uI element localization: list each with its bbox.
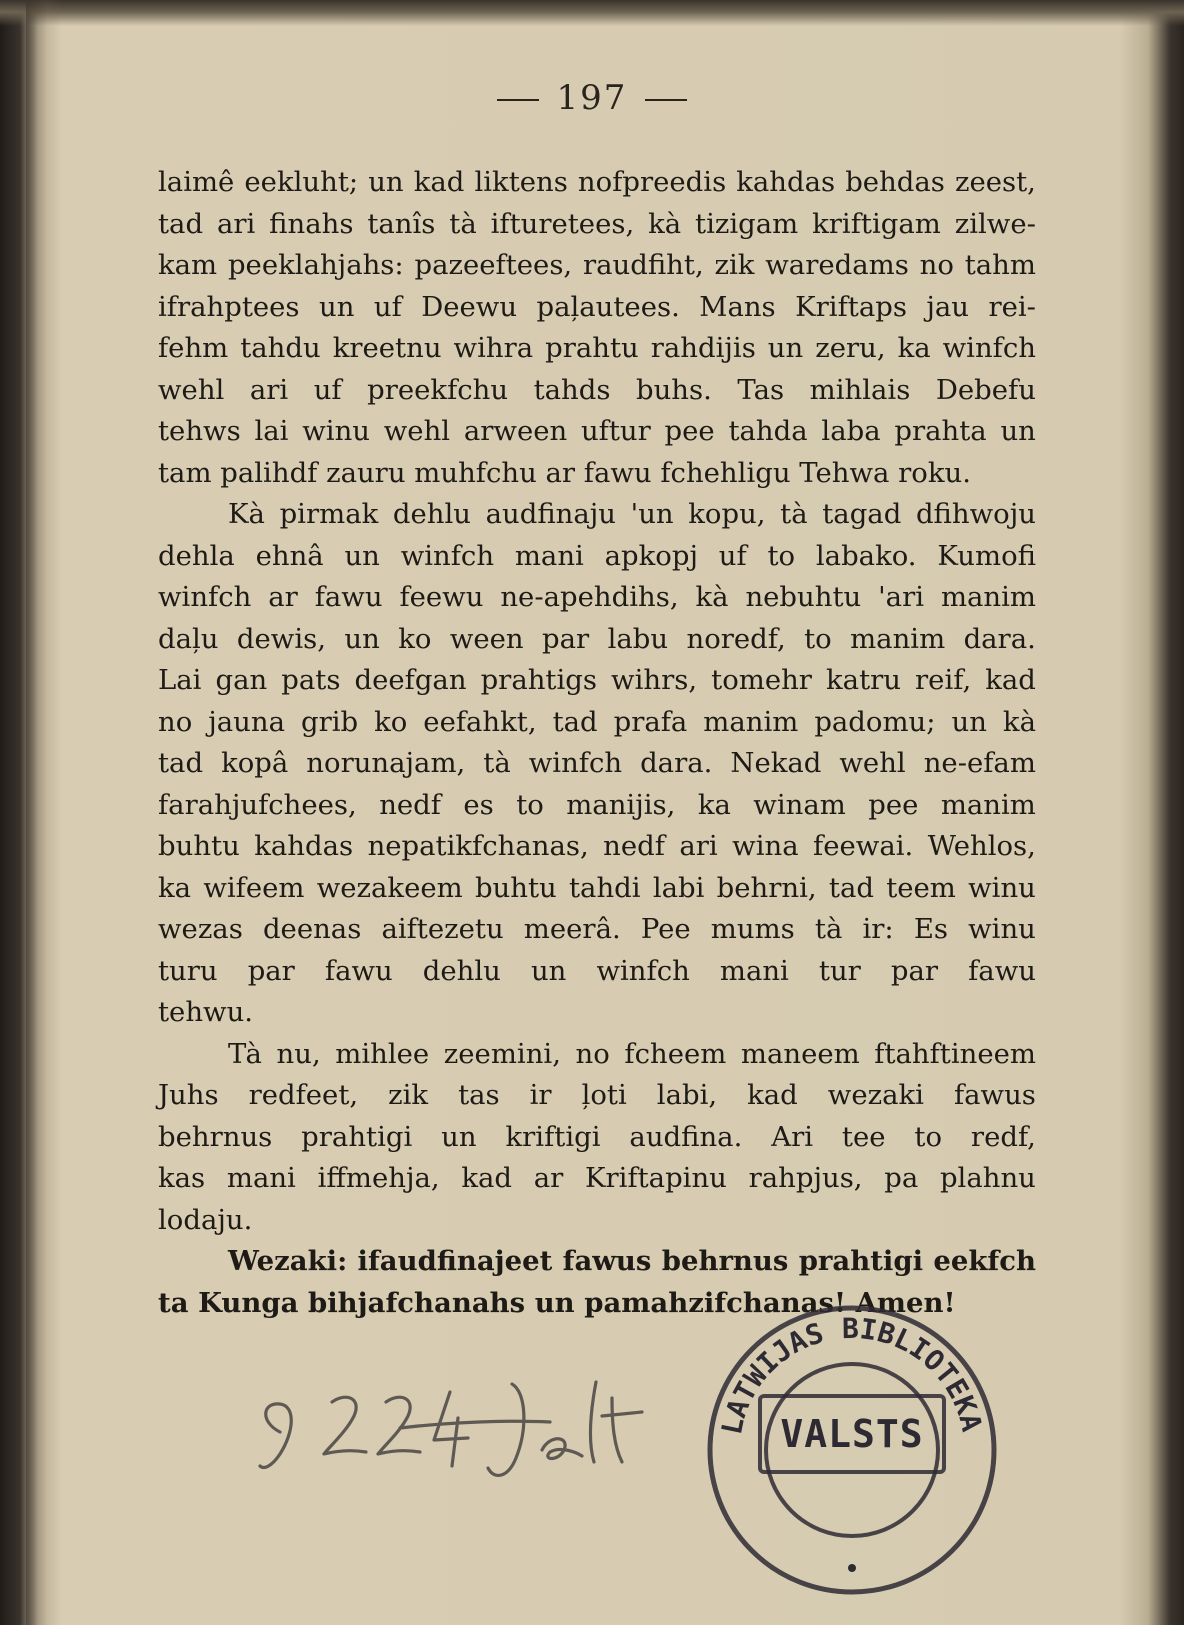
word: wifeem [203,871,305,904]
word: preekfchu [367,373,509,406]
word: ari [216,207,256,240]
word: padomu; [814,705,936,738]
word: audfinaju [485,498,617,530]
word: Wezaki: [228,1245,348,1277]
word: tizigam [695,207,799,240]
word: uf [313,373,342,406]
text-line-last: ta Kunga bihjafchanahs un pamahzifchanas! Amen! [158,1286,956,1319]
word: arween [463,415,568,447]
page-top-edge [0,0,1184,26]
word: wezaki [827,1079,924,1111]
text-line [158,951,1036,993]
page-number-dash-right [645,99,687,101]
word: un [951,705,987,738]
word: buhtu [158,830,240,862]
word: to [804,622,832,655]
word: kriftigi [505,1120,601,1153]
word: behrnus [158,1120,273,1153]
word: kà [695,581,729,613]
text-line-first [158,1034,1036,1076]
body-text [158,162,1036,1324]
word: manijis, [566,788,676,821]
word: ifrahptees [158,290,300,323]
word: peeklahjahs: [227,249,404,281]
word: laba [821,415,881,447]
word: un [368,166,404,198]
word: Tà [228,1037,262,1070]
text-line [158,411,1036,453]
word: Es [913,913,949,945]
word: manim [850,622,946,655]
word: uftur [580,415,651,447]
text-line-first [158,494,1036,536]
word: tà [814,913,843,945]
paragraph-3 [158,1034,1036,1242]
word: winu [968,871,1036,904]
word: tagad [822,498,902,530]
word: winu [302,415,370,447]
word: nedf [603,830,665,862]
word: tahda [728,415,808,447]
word: ifturetees, [490,207,635,240]
word: to [767,539,796,572]
text-line [158,162,1036,204]
word: redfeet, [248,1079,359,1111]
word: Kriftapinu [584,1162,727,1194]
word: kriftigam [812,207,941,240]
word: manim [703,705,799,738]
word: jauna [208,705,285,738]
word: to [516,788,544,821]
word: labi, [656,1079,718,1111]
word: tahds [533,373,611,406]
word: prahtigs [480,664,597,696]
word: waredams [765,249,909,281]
word: 'ari [878,581,925,613]
word: wehl [158,373,225,406]
word: labu [607,622,669,655]
text-line [158,204,1036,246]
text-line-last: tehwu. [158,996,254,1028]
text-line [158,328,1036,370]
word: tad [552,705,598,738]
word: kahdas [254,830,354,862]
word: mani [514,539,584,572]
word: meerâ. [523,913,621,945]
word: Kriftaps [795,290,907,323]
word: norunajam, [306,747,466,779]
text-line [158,826,1036,868]
word: tahdi [569,871,641,904]
word: behrnus [661,1245,789,1277]
text-line [158,245,1036,287]
word: Deewu [421,290,518,323]
word: fawu [324,954,393,987]
word: un [441,1120,477,1153]
word: mihlais [809,373,911,406]
word: ar [268,581,298,613]
word: aiftezetu [381,913,504,945]
word: pee [664,415,715,447]
word: deenas [262,913,362,945]
word: ar [533,1162,564,1194]
word: Juhs [158,1079,219,1111]
word: buhs. [635,373,712,406]
word: rahpjus, [748,1162,863,1194]
word: fawu [314,581,383,613]
word: par [542,622,590,655]
word: ka [697,788,731,821]
page-number-value: 197 [556,78,628,118]
word: liktens [474,166,568,198]
word: deefgan [354,664,467,696]
word: tomehr [711,664,812,696]
word: zeest, [954,166,1036,198]
text-line [158,370,1036,412]
text-line [158,536,1036,578]
word: audfina. [629,1120,743,1153]
word: maneem [740,1037,860,1070]
word: Mans [699,290,776,323]
word: par [890,954,939,987]
word: tanîs [367,207,436,240]
word: fehm [158,332,229,364]
word: ftahftineem [874,1037,1036,1070]
word: to [914,1120,943,1153]
text-line [158,868,1036,910]
word: fcheem [624,1037,727,1070]
word: dara. [963,622,1036,655]
word: manim [940,788,1036,821]
word: eefahkt, [423,705,537,738]
word: laimê [158,166,235,198]
word: winu [968,913,1036,945]
word: winfch [158,581,252,613]
word: winfch [400,539,495,572]
paragraph-1 [158,162,1036,494]
text-line [158,1117,1036,1159]
word: dehla [158,539,235,572]
word: pee [868,788,919,821]
word: tad [158,207,204,240]
word: gan [215,664,268,696]
word: prahtigi [301,1120,413,1153]
word: dewis, [236,622,326,655]
word: daļu [158,622,219,655]
text-line [158,577,1036,619]
word: zilwe- [954,207,1036,240]
stamp-ring-text: LATWIJAS BIBLIOTEKA [715,1311,989,1438]
word: feewu [399,581,484,613]
word: kas [158,1162,206,1194]
word: prahta [894,415,987,447]
word: kad [985,664,1036,696]
word: Nekad [730,747,822,779]
word: reif, [915,664,972,696]
word: winfch [596,954,690,987]
word: wezakeem [316,871,463,904]
word: pazeeftees, [414,249,573,281]
word: ari [249,373,289,406]
word: prafa [613,705,688,738]
word: Debefu [935,373,1036,406]
word: prahtigi [798,1245,924,1277]
word: fawu [968,954,1036,987]
word: un [530,954,567,987]
word: ko [398,622,432,655]
word: Pee [640,913,691,945]
word: buhtu [474,871,557,904]
word: uf [718,539,747,572]
word: finahs [269,207,354,240]
word: Ari [771,1120,814,1153]
word: dehlu [422,954,501,987]
word: turu [158,954,218,987]
word: fawus [953,1079,1036,1111]
word: no [575,1037,610,1070]
stamp-center-text: VALSTS [780,1412,924,1456]
word: teem [886,871,956,904]
word: wehl [383,415,451,447]
word: Tas [737,373,785,406]
word: tur [818,954,861,987]
text-line [158,909,1036,951]
word: farahjufchees, [158,788,357,821]
text-line [158,660,1036,702]
text-line [158,743,1036,785]
word: Kà [228,498,265,530]
word: dehlu [392,498,471,530]
word: raudfiht, [582,249,704,281]
word: behdas [845,166,945,198]
word: mani [226,1162,296,1194]
word: kreetnu [332,332,442,364]
word: dara. [640,747,713,779]
word: wihra [453,332,534,364]
word: dfihwoju [915,498,1036,530]
word: wezas [158,913,243,945]
word: ir [529,1079,552,1111]
word: un [344,539,380,572]
text-line [158,619,1036,661]
word: labi [652,871,705,904]
word: tà [483,747,511,779]
word: Kumofi [937,539,1036,572]
word: tà [449,207,477,240]
text-line [158,1158,1036,1200]
word: es [463,788,494,821]
word: nu, [276,1037,321,1070]
word: wehl [839,747,906,779]
word: grib [300,705,359,738]
word: labako. [815,539,917,572]
word: prahtu [545,332,639,364]
word: kahdas [736,166,836,198]
word: tad [828,871,874,904]
word: kà [648,207,682,240]
word: fawus [562,1245,652,1277]
word: ehnâ [255,539,324,572]
word: tà [780,498,808,530]
word: no [158,705,193,738]
word: rei- [988,290,1036,323]
page-number-dash-left [497,99,539,101]
word: Lai [158,664,202,696]
word: manim [940,581,1036,613]
word: kopâ [221,747,289,779]
word: pats [281,664,341,696]
word: tehws [158,415,241,447]
word: apkopj [604,539,698,572]
word: ween [449,622,524,655]
word: rahdijis [650,332,756,364]
word: iffmehja, [317,1162,440,1194]
word: ir: [862,913,894,945]
word: paļautees. [536,290,680,323]
word: behrni, [716,871,817,904]
word: tahdu [240,332,321,364]
text-line-last: tam palihdf zauru muhfchu ar fawu fchehligu Tehwa roku. [158,456,971,489]
word: ari [679,830,718,862]
word: ka [897,332,931,364]
word: un [344,622,380,655]
word: kopu, [688,498,766,530]
word: kad [747,1079,798,1111]
word: redf, [970,1120,1036,1153]
word: no [919,249,954,281]
word: katru [826,664,901,696]
word: kad [461,1162,512,1194]
text-line [158,785,1036,827]
word: kad [413,166,465,198]
word: un [767,332,804,364]
word: nofpreedis [577,166,727,198]
word: tad [158,747,204,779]
word: mums [710,913,795,945]
handwritten-shelfmark [250,1362,680,1492]
word: eekfch [933,1245,1036,1277]
word: feewai. [813,830,914,862]
word: kam [158,249,218,281]
word: zeru, [815,332,886,364]
word: ifaudfinajeet [357,1245,553,1277]
text-line-first [158,1241,1036,1283]
word: ne-efam [923,747,1036,779]
word: un [318,290,355,323]
word: plahnu [939,1162,1036,1194]
word: kà [1002,705,1036,738]
word: nebuhtu [745,581,862,613]
word: pa [884,1162,919,1194]
text-line [158,287,1036,329]
text-line-last: lodaju. [158,1203,253,1236]
word: zeemini, [443,1037,561,1070]
text-line [158,1075,1036,1117]
word: lai [254,415,289,447]
page-number [0,78,1184,118]
word: tee [841,1120,886,1153]
word: ļoti [581,1079,627,1111]
word: mihlee [335,1037,430,1070]
word: pirmak [279,498,379,530]
word: winfch [528,747,623,779]
word: wina [732,830,799,862]
word: nedf [379,788,441,821]
paragraph-2 [158,494,1036,1034]
book-gutter-shadow [26,0,62,1625]
word: nepatikfchanas, [367,830,589,862]
word: winfch [942,332,1036,364]
word: winam [753,788,846,821]
word: un [1000,415,1036,447]
word: zik [388,1079,429,1111]
word: tahm [964,249,1036,281]
library-stamp [702,1300,1002,1600]
text-line [158,702,1036,744]
word: ne-apehdihs, [500,581,679,613]
word: wihrs, [611,664,698,696]
word: par [247,954,295,987]
word: noredf, [686,622,786,655]
word: 'un [630,498,674,530]
word: uf [373,290,402,323]
word: ka [158,871,192,904]
word: tas [458,1079,500,1111]
word: zik [714,249,755,281]
word: mani [719,954,789,987]
word: eekluht; [244,166,359,198]
word: Wehlos, [927,830,1036,862]
word: ko [374,705,408,738]
word: jau [926,290,970,323]
